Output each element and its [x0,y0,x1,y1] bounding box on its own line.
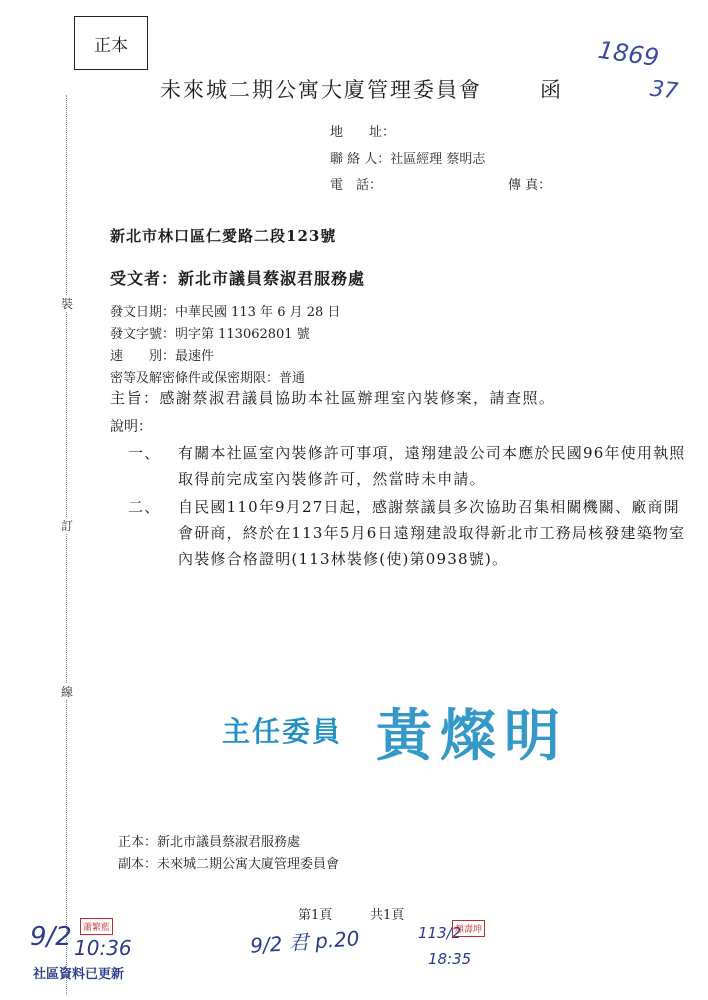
page-total: 共1頁 [370,908,405,923]
red-seal-stamp-2: 顏壽坤 [452,920,485,937]
original-recipient: 正本：新北市議員蔡淑君服務處 [118,835,301,850]
explanation-label: 說明： [110,419,152,435]
handwritten-date-2: 113/2 [418,924,462,942]
receiver: 受文者：新北市議員蔡淑君服務處 [110,269,366,288]
recipient-address: 新北市林口區仁愛路二段123號 [110,227,337,245]
phone-label: 電 話： [330,178,383,193]
data-updated-note: 社區資料已更新 [33,967,125,982]
subject: 主旨：感謝蔡淑君議員協助本社區辦理室內裝修案，請查照。 [110,389,556,407]
handwritten-note: 9/2 君 p.20 [249,926,361,958]
binding-line [66,95,67,995]
red-seal-stamp: 蕭繁藍 [80,918,113,935]
item-number: 一、 [128,444,161,462]
security-level: 密等及解密條件或保密期限：普通 [110,371,306,386]
handwritten-date: 9/2 [30,922,72,952]
binding-mark: 訂 [61,519,74,533]
page-number: 第1頁 [298,908,333,923]
copy-recipient: 副本：未來城二期公寓大廈管理委員會 [118,857,340,872]
contact-label: 聯 絡 人： [330,152,391,167]
copy-stamp-label: 正本 [94,35,128,56]
organization-title: 未來城二期公寓大廈管理委員會 [160,78,482,102]
signature-title-stamp: 主任委員 [222,715,343,748]
contact-row [330,148,485,167]
handwritten-number: 1869 [596,35,661,73]
address-label: 地 址： [330,125,396,140]
signature-name-stamp: 黃燦明 [376,703,568,769]
handwritten-time-2: 18:35 [428,950,472,968]
fax-label: 傳 真： [508,178,552,193]
explanation-item [128,440,688,492]
speed-row [110,345,214,364]
speed-label: 速 別： [110,349,176,364]
handwritten-time: 10:36 [74,936,132,960]
original-copy-stamp [74,16,148,70]
speed-value: 最速件 [175,349,215,364]
binding-mark: 線 [61,685,74,699]
item-text: 有關本社區室內裝修許可事項，遠翔建設公司本應於民國96年使用執照取得前完成室內裝修許可，然當時未申請。 [178,444,686,488]
explanation-item [128,494,688,572]
document-type: 函 [540,78,561,102]
handwritten-subnumber: 37 [648,76,680,105]
binding-mark: 裝 [61,297,74,311]
item-number: 二、 [128,498,161,516]
item-text: 自民國110年9月27日起，感謝蔡議員多次協助召集相關機關、廠商開會研商，終於在113年5月6日遠翔建設取得新北市工務局核發建築物室內裝修合格證明(113林裝修(使)第0938號)。 [178,498,686,568]
issue-date: 發文日期：中華民國 113 年 6 月 28 日 [110,305,341,320]
document-number: 發文字號：明字第 113062801 號 [110,327,310,342]
contact-value: 社區經理 蔡明志 [390,152,486,167]
